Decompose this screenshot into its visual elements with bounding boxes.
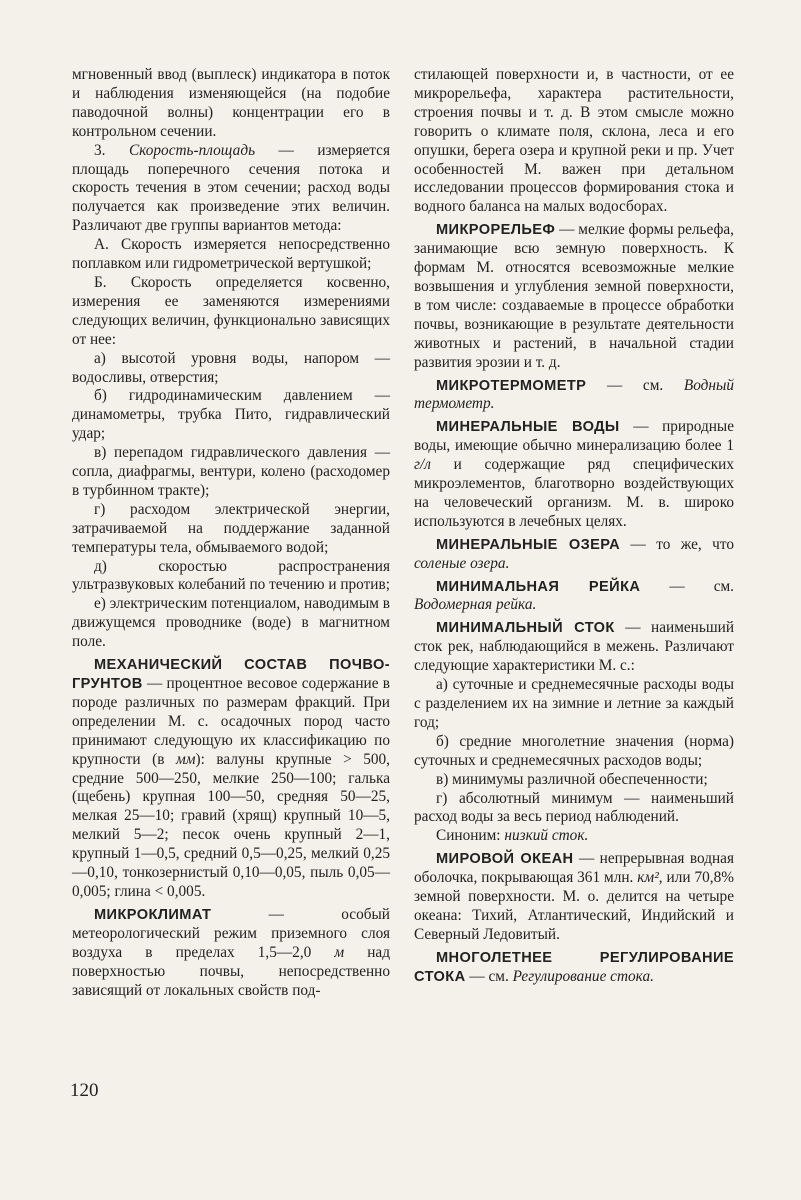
entry-term: МИНИМАЛЬНЫЙ СТОК [436, 620, 615, 637]
list-item: в) минимумы различной обеспеченности; [436, 770, 708, 788]
entry-term: МИКРОКЛИМАТ [94, 906, 212, 923]
page-number: 120 [70, 1080, 99, 1101]
paragraph: стилающей поверхности и, в частности, от ее микрорельефа, характера растительности, строения почвы и т. д. В этом смысле можно говорить о климате поля, склона, леса и его опушки, берега озера и крупной реки и пр. Учет особенностей М. важен при детальном исследовании процессов формирования стока и водного баланса на малых водосборах. [414, 66, 734, 216]
dictionary-entry: МЕХАНИЧЕСКИЙ СОСТАВ ПОЧВО-ГРУНТОВ — процентное весовое содержание в породе различных по размерам фракций. При определении М. с. осадочных пород часто принимают следующую их классификацию по крупности (в мм): валуны крупные > 500, средние 500—250, мелкие 250—100; галька (щебень) крупная 100—50, средняя 50—25, мелкая 25—10; гравий (хрящ) крупный 10—5, мелкий 5—2; песок очень крупный 2—1, крупный 1—0,5, средний 0,5—0,25, мелкий 0,25—0,10, тонкозернистый 0,10—0,05, пыль 0,05—0,005; глина < 0,005. [72, 657, 390, 900]
list-item: а) суточные и среднемесячные расходы воды с разделением их на зимние и летние за каждый год; [414, 676, 734, 731]
dictionary-entry: МИНЕРАЛЬНЫЕ ОЗЕРА — то же, что соленые озера. [414, 535, 735, 572]
dictionary-entry: МИРОВОЙ ОКЕАН — непрерывная водная оболочка, покрывающая 361 млн. км², или 70,8% земной поверхности. М. о. делится на четыре океана: Тихий, Атлантический, Индийский и Северный Ледовитый. [414, 850, 734, 943]
left-column [72, 66, 390, 1000]
list-item: б) гидродинамическим давлением — динамометры, трубка Пито, гидравлический удар; [72, 387, 390, 443]
paragraph: Б. Скорость определяется косвенно, измерения ее заменяются измерениями следующих величин, функционально зависящих от нее: [72, 273, 390, 348]
dictionary-entry: МИНИМАЛЬНАЯ РЕЙКА — см. Водомерная рейка. [414, 577, 734, 614]
entry-term: МИНЕРАЛЬНЫЕ ОЗЕРА [436, 536, 621, 553]
list-item: г) расходом электрической энергии, затрачиваемой на поддержание заданной температуры тела, обмываемого водой; [72, 500, 390, 556]
entry-term: МИНИМАЛЬНАЯ РЕЙКА [436, 578, 641, 595]
list-item: б) средние многолетние значения (норма) суточных и среднемесячных расходов воды; [414, 732, 734, 769]
dictionary-entry: МИКРОТЕРМОМЕТР — см. Водный термометр. [414, 376, 734, 413]
right-column [414, 66, 734, 987]
paragraph: мгновенный ввод (выплеск) индикатора в поток и наблюдения изменяющейся (на подобие паводочной волны) концентрации его в контрольном сечении. [72, 66, 390, 140]
list-item: д) скоростью распространения ультразвуковых колебаний по течению и против; [72, 557, 390, 594]
dictionary-entry: МИНЕРАЛЬНЫЕ ВОДЫ — природные воды, имеющие обычно минерализацию более 1 г/л и содержащие ряд специфических микроэлементов, благотворно воздействующих на человеческий организм. М. в. широко используются в лечебных целях. [414, 418, 735, 530]
entry-term: МНОГОЛЕТНЕЕ РЕГУЛИРОВАНИЕ СТОКА [414, 949, 734, 985]
dictionary-entry: МНОГОЛЕТНЕЕ РЕГУЛИРОВАНИЕ СТОКА — см. Регулирование стока. [414, 949, 734, 985]
dictionary-entry: МИКРОРЕЛЬЕФ — мелкие формы рельефа, занимающие всю земную поверхность. К формам М. относятся всевозможные мелкие возвышения и углубления земной поверхности, в том числе: создаваемые в процессе обработки почвы, возникающие в результате деятельности животных и растений, в начальной стадии развития эрозии и т. д. [414, 221, 734, 371]
list-item: г) абсолютный минимум — наименьший расход воды за весь период наблюдений. [414, 789, 734, 826]
dictionary-entry: МИНИМАЛЬНЫЙ СТОК — наименьший сток рек, наблюдающийся в межень. Различают следующие характеристики М. с.: [414, 619, 734, 675]
list-item: е) электрическим потенциалом, наводимым в движущемся проводнике (воде) в магнитном поле. [72, 595, 390, 651]
paragraph: А. Скорость измеряется непосредственно поплавком или гидрометрической вертушкой; [72, 236, 390, 273]
synonym-line: Синоним: низкий сток. [436, 827, 589, 845]
entry-term: МИРОВОЙ ОКЕАН [436, 851, 574, 868]
list-item: в) перепадом гидравлического давления — сопла, диафрагмы, вентури, колено (расходомер в турбинном тракте); [72, 444, 390, 499]
dictionary-entry: МИКРОКЛИМАТ — особый метеорологический режим приземного слоя воздуха в пределах 1,5—2,0 м над поверхностью почвы, непосредственно зависящий от локальных свойств под- [72, 905, 391, 999]
paragraph: 3. Скорость-площадь — измеряется площадь поперечного сечения потока и скорость течения в этом сечении; расход воды получается как произведение этих величин. Различают две группы вариантов метода: [72, 141, 390, 235]
entry-term: МЕХАНИЧЕСКИЙ СОСТАВ ПОЧВО-ГРУНТОВ [72, 657, 390, 692]
list-item: а) высотой уровня воды, напором — водосливы, отверстия; [72, 349, 390, 386]
entry-term: МИНЕРАЛЬНЫЕ ВОДЫ [436, 419, 620, 436]
entry-term: МИКРОРЕЛЬЕФ [436, 222, 556, 239]
entry-term: МИКРОТЕРМОМЕТР [436, 377, 587, 394]
